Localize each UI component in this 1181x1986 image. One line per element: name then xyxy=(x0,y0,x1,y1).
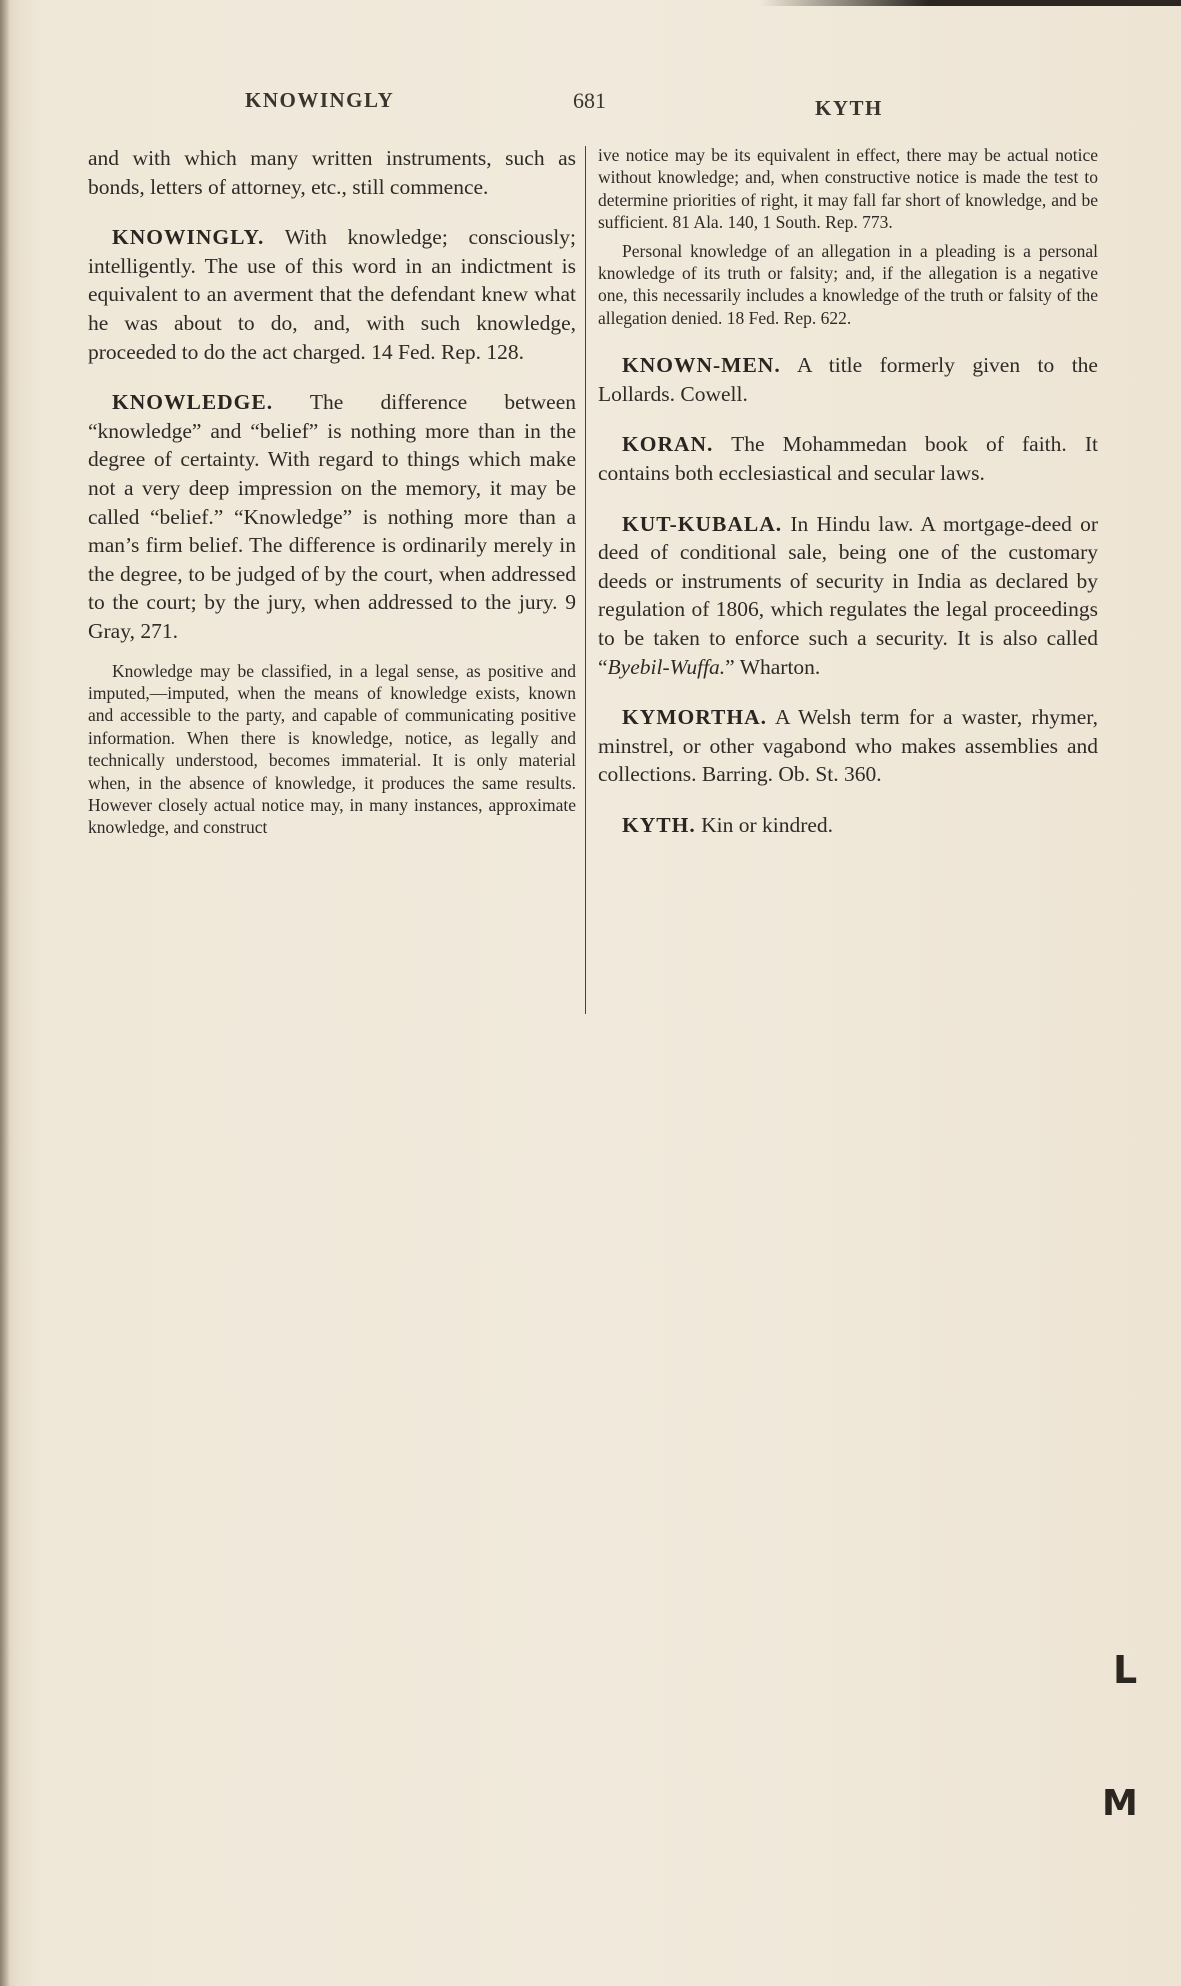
entry-knowingly xyxy=(88,223,576,366)
note-continued: ive notice may be its equivalent in effect, there may be actual notice without knowledge; and, when constructive notice is made the test to determine priorities of right, it may fall far short of knowledge, and be sufficient. 81 Ala. 140, 1 South. Rep. 773. xyxy=(598,145,1098,233)
right-column xyxy=(598,144,1098,840)
entry-text: With knowledge; consciously; intelligently. The use of this word in an indictment is equivalent to an averment that the defendant knew what he was about to do, and, with such knowledge, proceeded to do the act charged. 14 Fed. Rep. 128. xyxy=(88,225,576,364)
thumb-index-letter-l: L xyxy=(1113,1648,1138,1692)
entry-term: KUT-KUBALA. xyxy=(622,511,783,536)
entry-note: Knowledge may be classified, in a legal sense, as positive and imputed,—imputed, when the means of knowledge exists, known and accessible to the party, and capable of communicating positive information. When there is knowledge, notice, as legally and technically understood, becomes immaterial. It is only material when, in the absence of knowledge, it produces the same results. However closely actual notice may, in many instances, approximate knowledge, and construct xyxy=(88,660,576,838)
entry-text: A title formerly given to the Lollards. Cowell. xyxy=(598,353,1098,406)
entry-kymortha xyxy=(598,703,1098,789)
entry-term: KYMORTHA. xyxy=(622,705,768,730)
entry-term: KNOWINGLY. xyxy=(112,225,265,250)
entry-kut-kubala xyxy=(598,510,1098,682)
entry-text: In Hindu law. A mortgage-deed or deed of conditional sale, being one of the customary deeds or instruments of security in India as declared by regulation of 1806, which regulates the legal proceedings to be taken to enforce such a security. It is also called “ xyxy=(598,511,1099,679)
entry-text: A Welsh term for a waster, rhymer, minstrel, or other vagabond who makes assemblies and collections. Barring. Ob. St. 360. xyxy=(598,705,1098,787)
entry-knowledge xyxy=(88,388,576,645)
note-personal-knowledge: Personal knowledge of an allegation in a pleading is a personal knowledge of its truth or falsity; and, if the allegation is a negative one, this necessarily includes a knowledge of the truth or falsity of the allegation denied. 18 Fed. Rep. 622. xyxy=(598,240,1098,328)
entry-koran xyxy=(598,430,1098,487)
entry-text: Kin or kindred. xyxy=(701,812,834,837)
entry-text-end: ” Wharton. xyxy=(725,654,821,679)
entry-known-men xyxy=(598,351,1098,408)
left-column xyxy=(88,144,576,839)
entry-term: KYTH. xyxy=(622,812,696,837)
entry-term: KNOWLEDGE. xyxy=(112,390,274,415)
binding-shadow xyxy=(0,0,10,1986)
page-top-edge xyxy=(760,0,1181,6)
entry-kyth xyxy=(598,811,1098,840)
thumb-index-letter-m: M xyxy=(1102,1783,1138,1824)
continuation-text: and with which many written instruments, such as bonds, letters of attorney, etc., still commence. xyxy=(88,146,576,199)
column-divider xyxy=(585,146,586,1014)
entry-italic-term: Byebil-Wuffa. xyxy=(607,654,726,679)
entry-term: KNOWN-MEN. xyxy=(622,353,781,378)
running-head-right: KYTH xyxy=(815,96,883,120)
page-number: 681 xyxy=(573,88,606,113)
entry-text: The Mohammedan book of faith. It contains both ecclesiastical and secular laws. xyxy=(598,432,1098,486)
entry-term: KORAN. xyxy=(622,432,714,457)
entry-text: The difference between “knowledge” and “belief” is nothing more than in the degree of certainty. With regard to things which make not a very deep impression on the memory, it may be called “belief.” “Knowledge” is nothing more than a man’s firm belief. The difference is ordinarily merely in the degree, to be judged of by the court, when addressed to the court; by the jury, when addressed to the jury. 9 Gray, 271. xyxy=(88,390,576,643)
running-head-left: KNOWINGLY xyxy=(245,88,395,112)
